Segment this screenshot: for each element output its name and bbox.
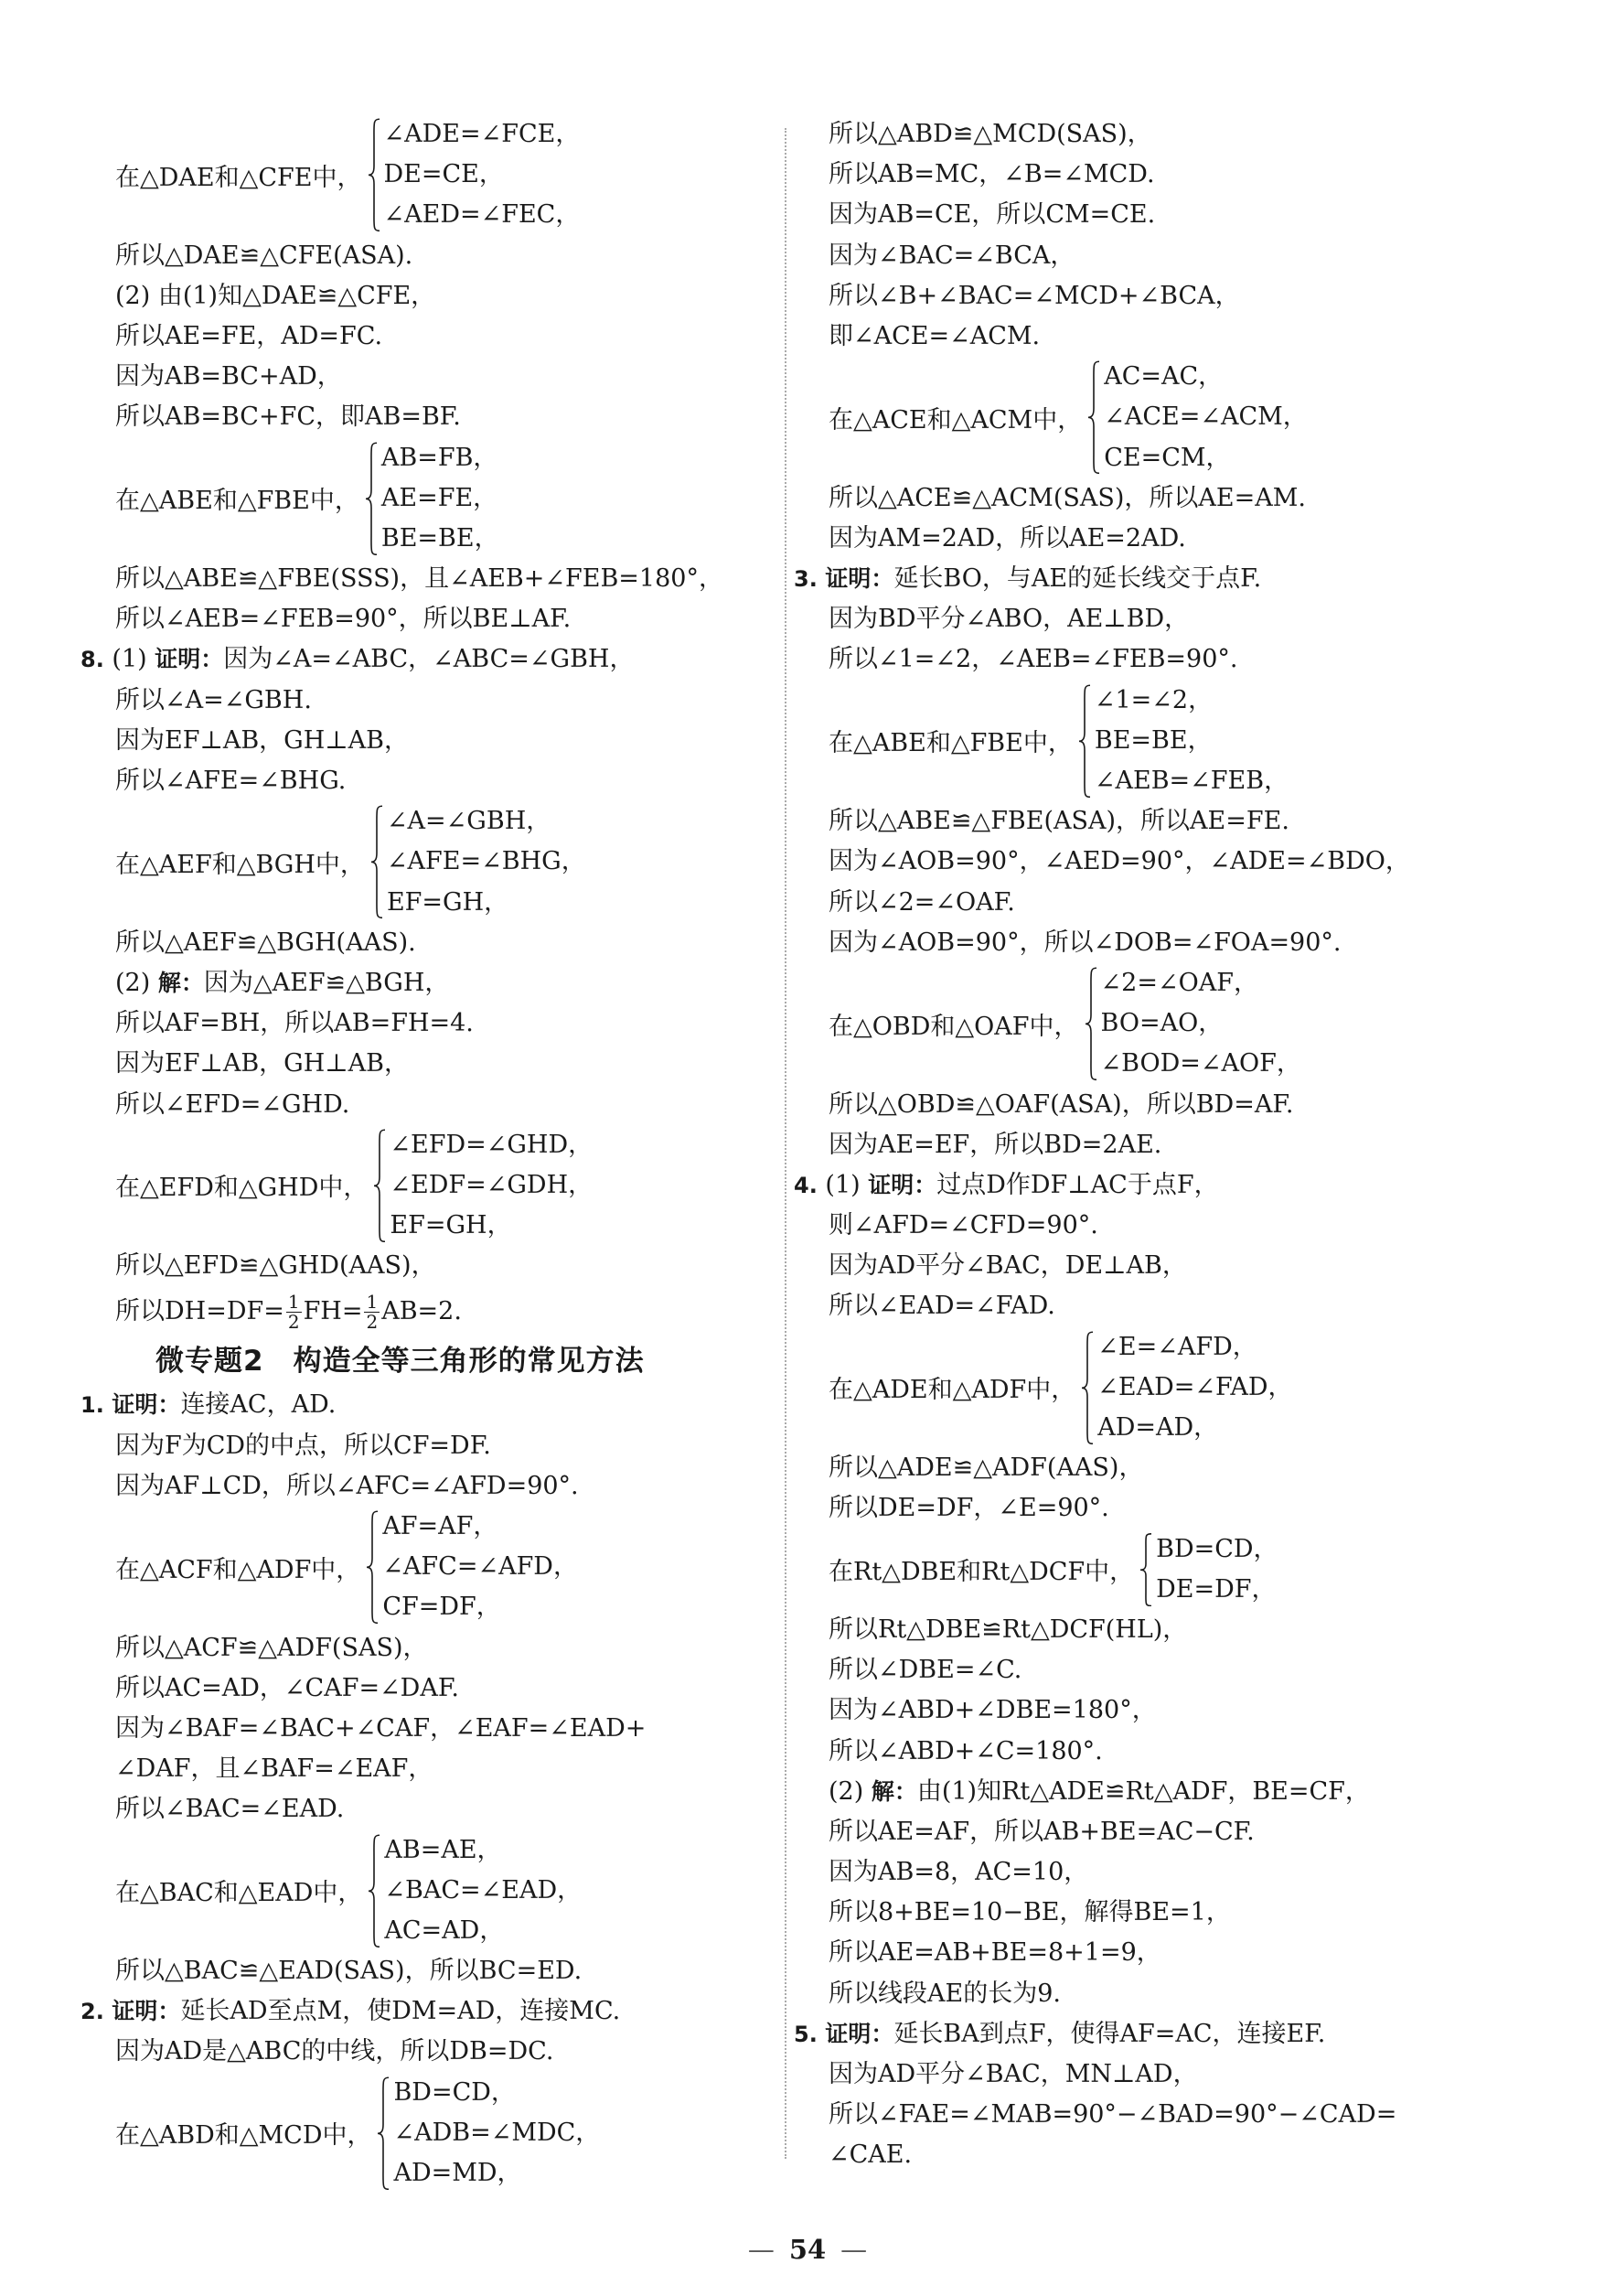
section-heading: 微专题2 构造全等三角形的常见方法 <box>155 1345 645 1379</box>
left-brace <box>1087 360 1100 475</box>
text-line: 所以△ACE≌△ACM(SAS)，所以AE=AM. <box>829 483 1306 512</box>
text-line: 所以∠DBE=∠C. <box>829 1656 1022 1685</box>
equation-system: 在△ACF和△ADF中， AF=AF， ∠AFC=∠AFD， CF=DF， <box>115 1507 768 1628</box>
equation-system: 在△EFD和△GHD中， ∠EFD=∠GHD， ∠EDF=∠GDH， EF=GH， <box>115 1125 768 1247</box>
text-line: 所以AB=BC+FC，即AB=BF. <box>115 402 461 432</box>
left-brace <box>370 805 383 919</box>
text-line: 所以△EFD≌△GHD(AAS)， <box>115 1251 436 1281</box>
text-line: 因为F为CD的中点，所以CF=DF. <box>115 1431 491 1460</box>
text-line: 即∠ACE=∠ACM. <box>829 321 1041 350</box>
text-line: 因为∠BAF=∠BAC+∠CAF，∠EAF=∠EAD+ <box>115 1713 647 1743</box>
text-line: 所以8+BE=10−BE，解得BE=1， <box>829 1898 1231 1927</box>
text-line: 因为AE=EF，所以BD=2AE. <box>829 1130 1162 1159</box>
left-brace <box>1081 1331 1094 1445</box>
problem-number: 8. <box>80 647 104 673</box>
text-line: 所以△AEF≌△BGH(AAS). <box>115 928 416 957</box>
equation-system: 在△ABE和△FBE中， AB=FB， AE=FE， BE=BE， <box>115 438 768 560</box>
text-line: 所以∠2=∠OAF. <box>829 887 1015 917</box>
text-line: (2) 解：因为△AEF≌△BGH， <box>115 968 450 997</box>
left-brace <box>1139 1533 1152 1606</box>
equation-system: 在△ACE和△ACM中， AC=AC， ∠ACE=∠ACM， CE=CM， <box>829 357 1518 478</box>
text-line: 所以△ABE≌△FBE(SSS)，且∠AEB+∠FEB=180°， <box>115 564 723 594</box>
text-line: 所以△ABD≌△MCD(SAS)， <box>829 120 1152 148</box>
equation-system: 在△ADE和△ADF中， ∠E=∠AFD， ∠EAD=∠FAD， AD=AD， <box>829 1327 1518 1449</box>
left-brace <box>1085 967 1097 1081</box>
text-line: 所以∠BAC=∠EAD. <box>115 1795 345 1824</box>
problem-number: 1. <box>80 1392 104 1419</box>
text-line: 所以△ADE≌△ADF(AAS)， <box>829 1454 1144 1483</box>
left-brace <box>366 1510 379 1625</box>
text-line: 因为AB=8，AC=10， <box>829 1858 1089 1887</box>
left-brace <box>368 1834 380 1948</box>
right-column <box>794 114 1518 2176</box>
text-line: 因为EF⊥AB，GH⊥AB， <box>115 1049 410 1078</box>
page-number: — 54 — <box>747 2234 868 2265</box>
equation-system: 在△DAE和△CFE中， ∠ADE=∠FCE， DE=CE， ∠AED=∠FEC， <box>115 114 768 236</box>
fraction: $\frac{1}{2}$ <box>287 1291 300 1334</box>
text-line: 所以AE=AF，所以AB+BE=AC−CF. <box>829 1817 1255 1846</box>
text-line: 因为AB=BC+AD， <box>115 362 342 392</box>
text-line: 所以∠1=∠2，∠AEB=∠FEB=90°. <box>829 645 1238 674</box>
text-line: 所以Rt△DBE≌Rt△DCF(HL)， <box>829 1615 1188 1644</box>
text-line: 因为AD是△ABC的中线，所以DB=DC. <box>115 2037 554 2066</box>
text-line: (2) 由(1)知△DAE≌△CFE， <box>115 281 436 310</box>
text-line: 所以∠FAE=∠MAB=90°−∠BAD=90°−∠CAD= <box>829 2100 1397 2130</box>
text-line: 所以AE=AB+BE=8+1=9， <box>829 1938 1161 1968</box>
fraction: $\frac{1}{2}$ <box>366 1291 379 1334</box>
problem-4-start: 4. (1) 证明：过点D作DF⊥AC于点F， <box>794 1170 1219 1199</box>
text-line: 所以∠EAD=∠FAD. <box>829 1292 1055 1321</box>
text-line: 则∠AFD=∠CFD=90°. <box>829 1211 1098 1240</box>
equation-system: 在Rt△DBE和Rt△DCF中， BD=CD， DE=DF， <box>829 1529 1518 1610</box>
text-line: 所以AF=BH，所以AB=FH=4. <box>115 1009 474 1038</box>
text-line: 所以线段AE的长为9. <box>829 1979 1061 2008</box>
text-line: 因为AF⊥CD，所以∠AFC=∠AFD=90°. <box>115 1471 579 1500</box>
problem-number: 2. <box>80 1999 104 2025</box>
problem-2-start: 2. 证明：延长AD至点M，使DM=AD，连接MC. <box>80 1997 621 2026</box>
equation-system: 在△ABE和△FBE中， ∠1=∠2， BE=BE， ∠AEB=∠FEB， <box>829 681 1518 802</box>
text-line: 所以∠A=∠GBH. <box>115 685 312 714</box>
left-brace <box>373 1129 386 1243</box>
problem-number: 5. <box>794 2021 818 2047</box>
text-line: 所以∠AEB=∠FEB=90°，所以BE⊥AF. <box>115 605 572 634</box>
text-line: 所以AE=FE，AD=FC. <box>115 321 383 350</box>
text-line: 因为BD平分∠ABO，AE⊥BD， <box>829 605 1190 634</box>
equation-system: 在△OBD和△OAF中， ∠2=∠OAF， BO=AO， ∠BOD=∠AOF， <box>829 963 1518 1085</box>
text-line: 因为AD平分∠BAC，MN⊥AD， <box>829 2060 1198 2088</box>
text-line: 因为∠AOB=90°，所以∠DOB=∠FOA=90°. <box>829 928 1342 957</box>
text-line: 所以∠ABD+∠C=180°. <box>829 1736 1103 1765</box>
text-line: ∠DAF，且∠BAF=∠EAF， <box>115 1754 433 1784</box>
problem-3-start: 3. 证明：延长BO，与AE的延长线交于点F. <box>794 564 1262 594</box>
text-line: 因为AD平分∠BAC，DE⊥AB， <box>829 1251 1187 1281</box>
text-line: 因为EF⊥AB，GH⊥AB， <box>115 725 410 755</box>
text-line: 所以△OBD≌△OAF(ASA)，所以BD=AF. <box>829 1089 1294 1119</box>
text-line: 所以△ABE≌△FBE(ASA)，所以AE=FE. <box>829 807 1289 836</box>
text-line: 所以∠B+∠BAC=∠MCD+∠BCA， <box>829 281 1240 310</box>
equation-system: 在△ABD和△MCD中， BD=CD， ∠ADB=∠MDC， AD=MD， <box>115 2073 768 2194</box>
text-line: 所以∠AFE=∠BHG. <box>115 767 347 795</box>
equation-system: 在△BAC和△EAD中， AB=AE， ∠BAC=∠EAD， AC=AD， <box>115 1830 768 1952</box>
left-brace <box>377 2076 390 2191</box>
text-line: 因为∠AOB=90°，∠AED=90°，∠ADE=∠BDO， <box>829 847 1410 876</box>
text-line: 所以AB=MC，∠B=∠MCD. <box>829 160 1155 189</box>
problem-5-start: 5. 证明：延长BA到点F，使得AF=AC，连接EF. <box>794 2019 1326 2048</box>
text-line: 所以△ACF≌△ADF(SAS)， <box>115 1633 428 1662</box>
column-divider <box>785 128 786 2159</box>
text-line: 所以∠EFD=∠GHD. <box>115 1089 350 1119</box>
problem-number: 3. <box>794 566 818 593</box>
text-line: 因为AB=CE，所以CM=CE. <box>829 200 1156 230</box>
text-line: 所以△BAC≌△EAD(SAS)，所以BC=ED. <box>115 1957 583 1986</box>
left-column <box>80 114 768 2194</box>
left-brace <box>1078 684 1091 799</box>
problem-8-start: 8. (1) 证明：因为∠A=∠ABC，∠ABC=∠GBH， <box>80 645 635 674</box>
text-line: ∠CAE. <box>829 2140 913 2170</box>
problem-1-start: 1. 证明：连接AC，AD. <box>80 1390 337 1420</box>
text-line: 所以△DAE≌△CFE(ASA). <box>115 241 413 270</box>
text-line: (2) 解：由(1)知Rt△ADE≌Rt△ADF，BE=CF， <box>829 1776 1370 1806</box>
left-brace <box>365 442 378 556</box>
left-brace <box>368 118 380 232</box>
equation-system: 在△AEF和△BGH中， ∠A=∠GBH， ∠AFE=∠BHG， EF=GH， <box>115 801 768 923</box>
text-line: 所以DE=DF，∠E=90°. <box>829 1494 1109 1523</box>
text-line: 因为AM=2AD，所以AE=2AD. <box>829 523 1186 553</box>
text-line: 因为∠ABD+∠DBE=180°， <box>829 1696 1157 1725</box>
fraction-line: 所以DH=DF= $\frac{1}{2}$ FH= $\frac{1}{2}$ AB=2. <box>115 1291 462 1334</box>
text-line: 因为∠BAC=∠BCA， <box>829 241 1075 270</box>
text-line: 所以AC=AD，∠CAF=∠DAF. <box>115 1673 459 1702</box>
problem-number: 4. <box>794 1172 818 1198</box>
